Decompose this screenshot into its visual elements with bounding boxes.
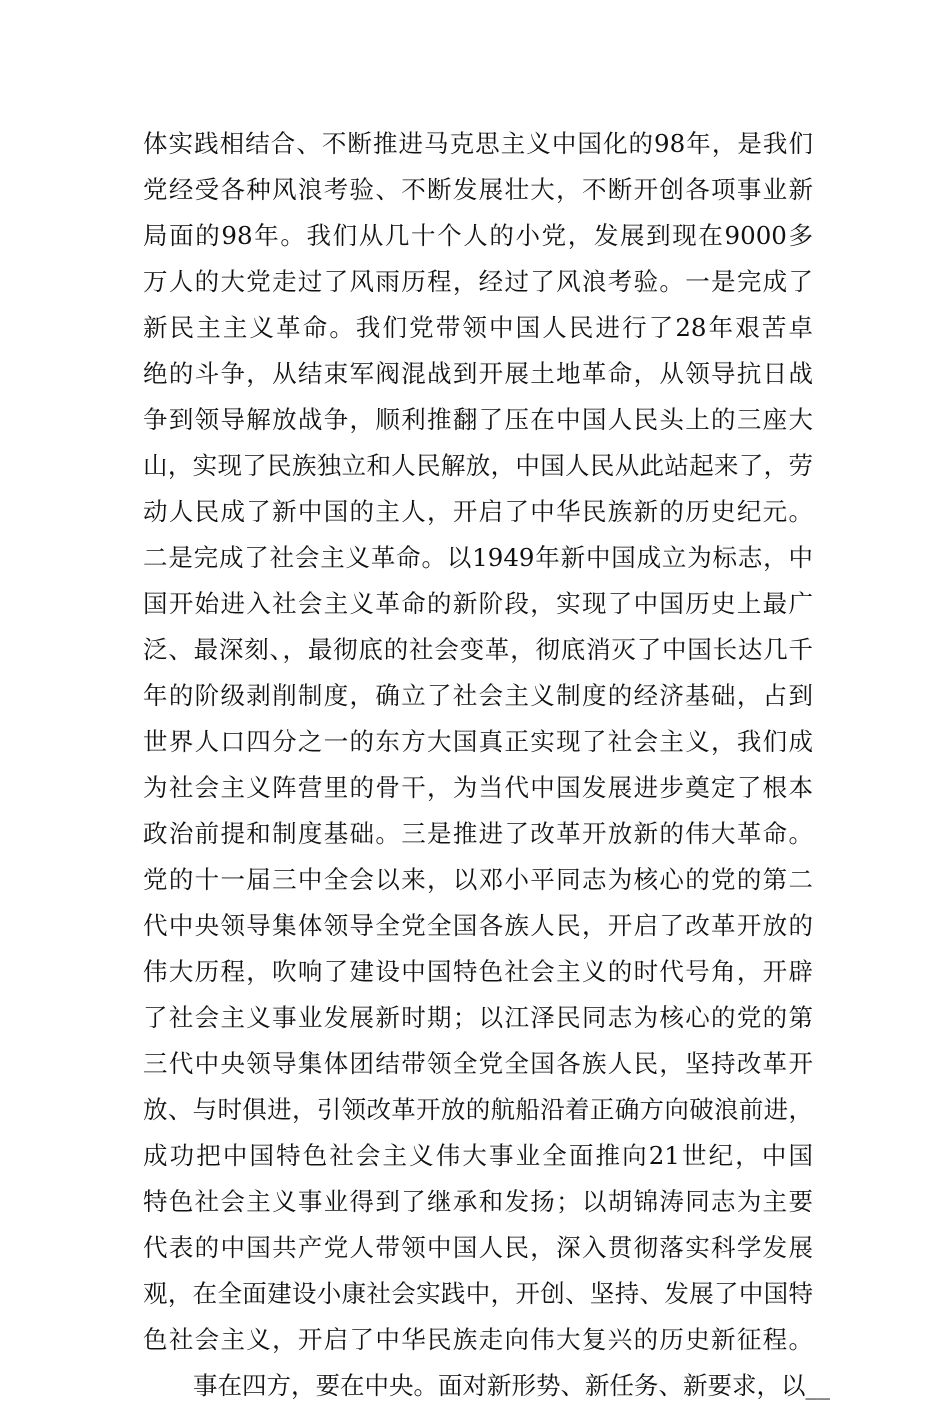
text-line: 代表的中国共产党人带领中国人民，深入贯彻落实科学发展 xyxy=(143,1233,813,1262)
text-line: 政治前提和制度基础。三是推进了改革开放新的伟大革命。 xyxy=(143,819,813,848)
paragraph-start-line: 事在四方，要在中央。面对新形势、新任务、新要求，以__ xyxy=(193,1371,830,1400)
text-line: 伟大历程，吹响了建设中国特色社会主义的时代号角，开辟 xyxy=(143,957,813,986)
text-line: 局面的98年。我们从几十个人的小党，发展到现在9000多 xyxy=(143,221,813,250)
text-line: 特色社会主义事业得到了继承和发扬；以胡锦涛同志为主要 xyxy=(143,1187,813,1216)
text-line: 世界人口四分之一的东方大国真正实现了社会主义，我们成 xyxy=(143,727,813,756)
body-text xyxy=(143,121,830,1409)
text-line: 色社会主义，开启了中华民族走向伟大复兴的历史新征程。 xyxy=(143,1325,813,1354)
text-line: 山，实现了民族独立和人民解放，中国人民从此站起来了，劳 xyxy=(143,451,813,480)
text-line: 三代中央领导集体团结带领全党全国各族人民，坚持改革开 xyxy=(143,1049,813,1078)
text-line: 绝的斗争，从结束军阀混战到开展土地革命，从领导抗日战 xyxy=(143,359,813,388)
text-line: 新民主主义革命。我们党带领中国人民进行了28年艰苦卓 xyxy=(143,313,813,342)
text-line: 万人的大党走过了风雨历程，经过了风浪考验。一是完成了 xyxy=(143,267,813,296)
text-line: 了社会主义事业发展新时期；以江泽民同志为核心的党的第 xyxy=(143,1003,813,1032)
text-line: 国开始进入社会主义革命的新阶段，实现了中国历史上最广 xyxy=(143,589,813,618)
text-line: 代中央领导集体领导全党全国各族人民，开启了改革开放的 xyxy=(143,911,813,940)
text-line: 动人民成了新中国的主人，开启了中华民族新的历史纪元。 xyxy=(143,497,813,526)
text-line: 泛、最深刻、，最彻底的社会变革，彻底消灭了中国长达几千 xyxy=(143,635,813,664)
text-line: 放、与时俱进，引领改革开放的航船沿着正确方向破浪前进， xyxy=(143,1095,813,1124)
text-line: 争到领导解放战争，顺利推翻了压在中国人民头上的三座大 xyxy=(143,405,813,434)
text-line: 年的阶级剥削制度，确立了社会主义制度的经济基础，占到 xyxy=(143,681,813,710)
text-line: 二是完成了社会主义革命。以1949年新中国成立为标志，中 xyxy=(143,543,813,572)
text-line: 为社会主义阵营里的骨干，为当代中国发展进步奠定了根本 xyxy=(143,773,813,802)
text-line: 成功把中国特色社会主义伟大事业全面推向21世纪，中国 xyxy=(143,1141,813,1170)
text-line: 党经受各种风浪考验、不断发展壮大，不断开创各项事业新 xyxy=(143,175,813,204)
text-line: 党的十一届三中全会以来，以邓小平同志为核心的党的第二 xyxy=(143,865,813,894)
text-line: 体实践相结合、不断推进马克思主义中国化的98年，是我们 xyxy=(143,129,813,158)
text-line: 观，在全面建设小康社会实践中，开创、坚持、发展了中国特 xyxy=(143,1279,813,1308)
